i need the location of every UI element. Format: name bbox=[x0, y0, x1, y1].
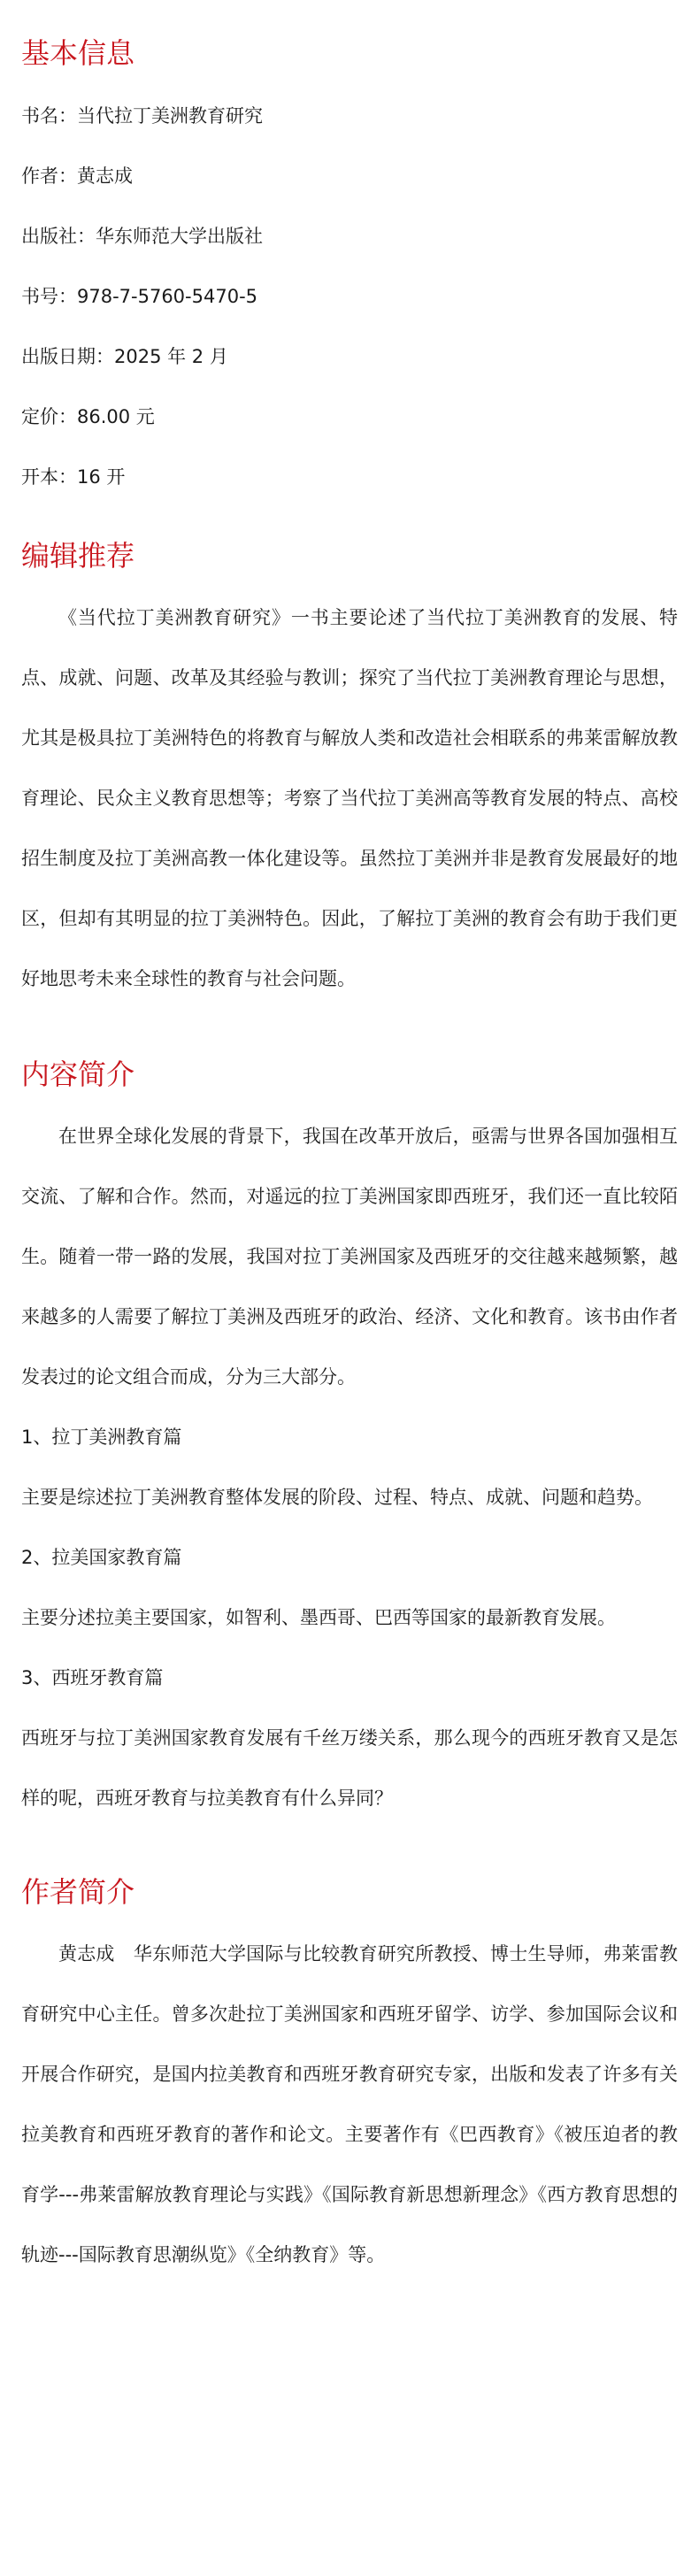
info-value: 2025 年 2 月 bbox=[114, 346, 228, 367]
part-description: 主要是综述拉丁美洲教育整体发展的阶段、过程、特点、成就、问题和趋势。 bbox=[21, 1487, 653, 1508]
content-summary-intro: 在世界全球化发展的背景下，我国在改革开放后，亟需与世界各国加强相互交流、了解和合作。然而，对遥远的拉丁美洲国家即西班牙，我们还一直比较陌生。随着一带一路的发展，我国对拉丁美洲国家及西班牙的交往越来越频繁，越来越多的人需要了解拉丁美洲及西班牙的政治、经济、文化和教育。该书由作者发表过的论文组合而成，分为三大部分。 bbox=[21, 1126, 678, 1388]
basic-info-section bbox=[21, 0, 678, 492]
part-description: 主要分述拉美主要国家，如智利、墨西哥、巴西等国家的最新教育发展。 bbox=[21, 1607, 616, 1628]
info-label: 书号： bbox=[21, 286, 77, 307]
editor-recommendation-section bbox=[21, 492, 678, 1009]
author-intro-section bbox=[21, 1828, 678, 2285]
info-value: 978-7-5760-5470-5 bbox=[77, 286, 258, 307]
part-heading: 1、拉丁美洲教育篇 bbox=[21, 1426, 182, 1448]
info-label: 书名： bbox=[21, 105, 77, 127]
info-label: 作者： bbox=[21, 165, 77, 187]
info-item-author bbox=[21, 161, 678, 191]
info-item-price bbox=[21, 402, 678, 432]
part-heading: 3、西班牙教育篇 bbox=[21, 1667, 164, 1688]
info-label: 定价： bbox=[21, 406, 77, 427]
content-summary-section bbox=[21, 1009, 678, 1828]
info-label: 开本： bbox=[21, 466, 77, 488]
part-description: 西班牙与拉丁美洲国家教育发展有千丝万缕关系，那么现今的西班牙教育又是怎样的呢，西班牙教育与拉美教育有什么异同？ bbox=[21, 1727, 678, 1809]
content-summary-body bbox=[21, 1106, 678, 1828]
info-item-format bbox=[21, 462, 678, 492]
basic-info-list bbox=[21, 101, 678, 492]
part-heading: 2、拉美国家教育篇 bbox=[21, 1547, 182, 1568]
author-intro-paragraph: 黄志成 华东师范大学国际与比较教育研究所教授、博士生导师，弗莱雷教育研究中心主任。曾多次赴拉丁美洲国家和西班牙留学、访学、参加国际会议和开展合作研究，是国内拉美教育和西班牙教育研究专家，出版和发表了许多有关拉美教育和西班牙教育的著作和论文。主要著作有《巴西教育》《被压迫者的教育学---弗莱雷解放教育理论与实践》《国际教育新思想新理念》《西方教育思想的轨迹---国际教育思潮纵览》《全纳教育》等。 bbox=[21, 1943, 678, 2265]
info-item-book-title bbox=[21, 101, 678, 131]
info-value: 16 开 bbox=[77, 466, 126, 488]
info-value: 86.00 元 bbox=[77, 406, 155, 427]
author-intro-title: 作者简介 bbox=[21, 1875, 135, 1909]
editor-recommendation-title: 编辑推荐 bbox=[21, 539, 135, 573]
info-label: 出版社： bbox=[21, 226, 96, 247]
info-item-isbn bbox=[21, 281, 678, 311]
info-value: 黄志成 bbox=[77, 165, 133, 187]
info-item-pub-date bbox=[21, 342, 678, 372]
content-summary-title: 内容简介 bbox=[21, 1057, 135, 1091]
info-item-publisher bbox=[21, 221, 678, 251]
basic-info-title: 基本信息 bbox=[21, 36, 135, 70]
editor-recommendation-paragraph: 《当代拉丁美洲教育研究》一书主要论述了当代拉丁美洲教育的发展、特点、成就、问题、改革及其经验与教训；探究了当代拉丁美洲教育理论与思想，尤其是极具拉丁美洲特色的将教育与解放人类和改造社会相联系的弗莱雷解放教育理论、民众主义教育思想等；考察了当代拉丁美洲高等教育发展的特点、高校招生制度及拉丁美洲高教一体化建设等。虽然拉丁美洲并非是教育发展最好的地区，但却有其明显的拉丁美洲特色。因此，了解拉丁美洲的教育会有助于我们更好地思考未来全球性的教育与社会问题。 bbox=[21, 607, 678, 989]
info-value: 当代拉丁美洲教育研究 bbox=[77, 105, 263, 127]
author-intro-body bbox=[21, 1924, 678, 2285]
info-value: 华东师范大学出版社 bbox=[96, 226, 263, 247]
info-label: 出版日期： bbox=[21, 346, 114, 367]
